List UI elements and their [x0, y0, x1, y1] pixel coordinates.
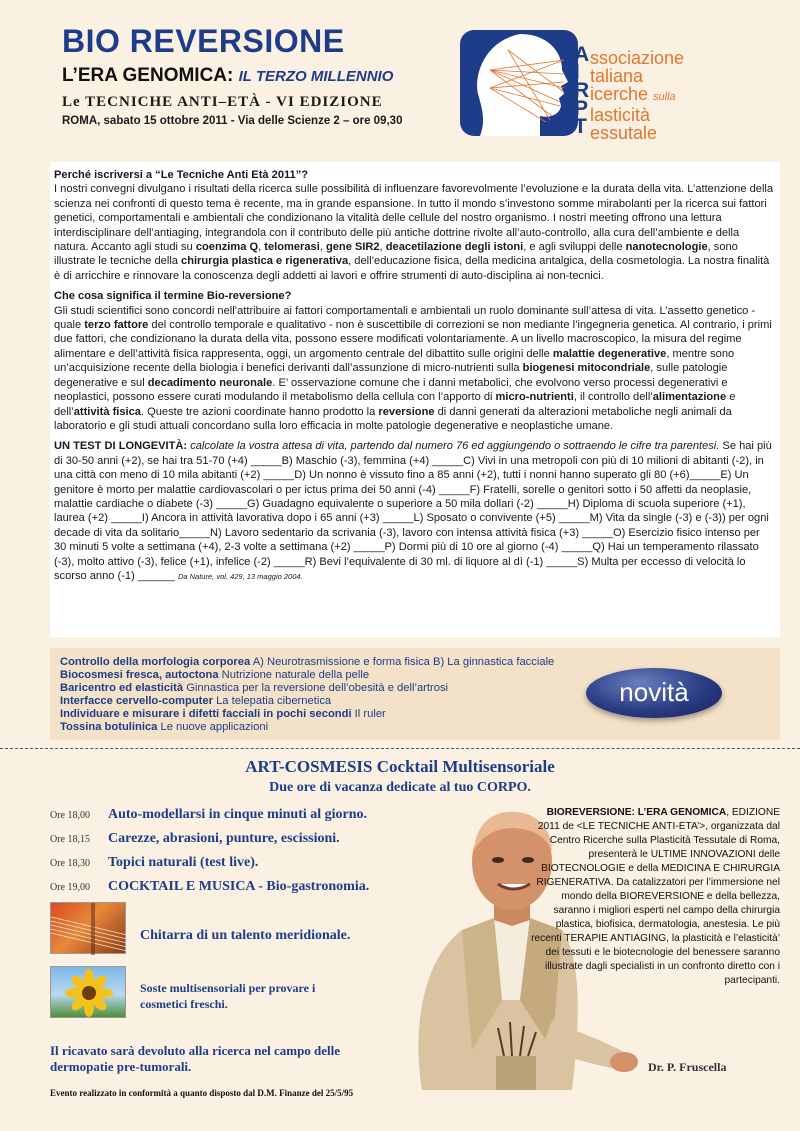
- question-meaning: Che cosa significa il termine Bio-reversione?: [54, 290, 292, 303]
- schedule-row: Ore 18,15 Carezze, abrasioni, punture, escissioni.: [50, 831, 340, 846]
- section-why: Perché iscriversi a “Le Tecniche Anti Età 2011”? I nostri convegni divulgano i risultati della ricerca sulle possibilità di influenzare favorevolmente l’evoluzione e la durata della vita. L’attenzione della scienza nei confronti di questo tema è recente, ma in grande espansione. In tutto il mondo s’investono somme mirabolanti per la ricerca sui fattori genetici, comportamentali e ambientali che condizionano la vitalità delle cellule del nostro organismo. I nostri meeting offrono una lettura interdisciplinare dell’antiaging, integrandola con il contributo delle più antiche dottrine rivolte all’auto-controllo, alla cura dell’ambiente e della natura. Accanto agli studi su coenzima Q, telomerasi, gene SIR2, deacetilazione degli istoni, e agli sviluppi delle nanotecnologie, sono illustrate le tecniche della chirurgia plastica e rigenerativa, dell’educazione fisica, della medicina antalgica, della cosmetologia. La nostra finalità è di arricchire e rinnovare la conoscenza degli addetti ai lavori e offrire strumenti di auto-disciplina ai non-tecnici.: [54, 169, 774, 282]
- edition-line: Le TECNICHE ANTI–ETÀ - VI EDIZIONE: [62, 94, 383, 110]
- legal-note: Evento realizzato in conformità a quanto disposto dal D.M. Finanze del 25/5/95: [50, 1088, 354, 1098]
- novita-badge: novità: [586, 668, 722, 718]
- dashed-divider: [0, 748, 800, 749]
- section-meaning: Che cosa significa il termine Bio-reversione? Gli studi scientifici sono concordi nell’attribuire ai fattori comportamentali e ambientali un ruolo dominante sull’attesa di vita. L’assetto genetico - quale terzo fattore del controllo temporale e qualitativo - non è suscettibile di correzioni se non mediante l’ingegneria genetica. Al contrario, i primi due fattori, che condizionano la durata della vita, possono essere modificati volontariamente. A un livello macroscopico, la misura del regime alimentare e dell’attività fisica rappresenta, oggi, un argomento centrale del dibattito sulle origini delle malattie degenerative, mentre sono un’acquisizione recente della biologia i benefici derivanti dall’assunzione di micro-nutrienti sulla biogenesi mitocondriale, sulle patologie degenerative e sul decadimento neuronale. E’ osservazione comune che i danni metabolici, che evolvono verso processi degenerativi e neoplastici, possono essere curati modulando il metabolismo della cellula con l’apporto di micro-nutrienti, il controllo dell’alimentazione e dell’attività fisica. Queste tre azioni coordinate hanno prodotto la reversione di danni generati da alterazioni metaboliche negli animali da laboratorio e gli studi attuali concordano sulla loro efficacia in molte patologie degenerative e neoplastiche umane.: [54, 290, 772, 432]
- airpt-logo: [460, 30, 790, 142]
- longevity-test-title: UN TEST DI LONGEVITÀ:: [54, 440, 188, 453]
- guitar-photo: [50, 902, 126, 954]
- feature-item: Interfacce cervello-computer La telepatia cibernetica: [60, 695, 332, 707]
- source-citation: Da Nature, vol. 429, 13 maggio 2004.: [177, 571, 303, 581]
- event-description: BIOREVERSIONE: L’ERA GENOMICA, EDIZIONE 2011 de <LE TECNICHE ANTI-ETA’>, organizzata dal Centro Ricerche sulla Plasticità Tessutale di Roma, presenterà le ULTIME INNOVAZIONI delle BIOTECNOLOGIE e della MEDICINA E CHIRURGIA RIGENERATIVA. Da catalizzatori per l’immersione nel mondo della BIOREVERSIONE e della bellezza, saranno i migliori esperti nel campo della chirurgia plastica, biofisica, dermatologia, anestesia. Le più recenti TERAPIE ANTIAGING, la plasticità e l’elasticità’ dei tessuti e le biotecnologie del benessere saranno illustrate dagli specialisti in un confronto diretto con i partecipanti.: [531, 807, 780, 986]
- feature-item: Tossina botulinica Le nuove applicazioni: [60, 721, 269, 733]
- question-why: Perché iscriversi a “Le Tecniche Anti Età 2011”?: [54, 169, 309, 181]
- date-location: ROMA, sabato 15 ottobre 2011 - Via delle Scienze 2 – ore 09,30: [62, 115, 403, 127]
- feature-item: Baricentro ed elasticità Ginnastica per la reversione dell’obesità e dell’artrosi: [60, 682, 449, 694]
- logo-letters: A I R P T: [574, 43, 590, 138]
- sunflower-icon: [51, 967, 127, 1019]
- section-longevity-test: UN TEST DI LONGEVITÀ: calcolate la vostra attesa di vita, partendo dal numero 76 ed aggiungendo o sottraendo le cifre tra parentesi. Se hai più di 30-50 anni (+2), se hai tra 51-70 (+4) _____B) Maschio (-3), femmina (+4) _____C) Vivi in una metropoli con più di 10 milioni di abitanti (-2), in una città con meno di 10 mila abitanti (+2) _____D) Un nonno è vissuto fino a 85 anni (+2), tutti i nonni hanno superato gli 80 (+6)_____E) Un genitore è morto per malattie cardiovascolari o per ictus prima dei 50 anni (-4) _____F) Fratelli, sorelle o genitori sotto i 50 affetti da neoplasie, malattie cardiache o diabete (-3) _____G) Guadagno equivalente o superiore a 50 mila dollari (-2) _____H) Diploma di scuola superiore (+1), laurea (+2) _____I) Ancora in attività lavorativa dopo i 65 anni (+3) _____L) Sposato o convivente (+5) _____M) Vita da single (-3) e (-3)) per ogni decade di vita da solitario_____N) Lavoro sedentario da scrivania (-3), lavoro con intensa attività fisica (+3) _____O) Esercizio fisico intenso per 30 minuti 5 volte a settimana (+4), 2-3 volte a settimana (+2) _____P) Dormi più di 10 ore al giorno (-4) _____Q) Hai un temperamento rilassato (-3), molto attivo (-3), felice (+1), infelice (-2) _____R) Bevi l’equivalente di 30 ml. di liquore al dì (-1) _____S) Multa per eccesso di velocità lo scorso anno (-1) ______ Da Nature, vol. 429, 13 maggio 2004.: [54, 440, 772, 582]
- feature-item: Individuare e misurare i difetti facciali in pochi secondi Il ruler: [60, 708, 386, 720]
- doctor-name: Dr. P. Fruscella: [648, 1060, 727, 1074]
- page-title: BIO REVERSIONE: [62, 23, 345, 59]
- sunflower-photo: [50, 966, 126, 1018]
- schedule-row: Ore 18,00 Auto-modellarsi in cinque minuti al giorno.: [50, 807, 368, 822]
- schedule-row: Ore 18,30 Topici naturali (test live).: [50, 855, 259, 870]
- art-cosmesis-title: ART-COSMESIS Cocktail Multisensoriale: [245, 757, 555, 776]
- subtitle-italic: IL TERZO MILLENNIO: [238, 68, 394, 85]
- header: [62, 22, 462, 127]
- guitar-caption: Chitarra di un talento meridionale.: [140, 928, 351, 943]
- art-cosmesis-subtitle: Due ore di vacanza dedicate al tuo CORPO.: [269, 780, 531, 795]
- sunflower-caption: Soste multisensoriali per provare i cosmetici freschi.: [140, 981, 316, 1011]
- feature-item: Controllo della morfologia corporea A) Neurotrasmissione e forma fisica B) La ginnastica facciale: [60, 656, 555, 668]
- main-text-box: [50, 162, 780, 637]
- proceeds-note: Il ricavato sarà devoluto alla ricerca nel campo delle dermopatie pre-tumorali.: [50, 1043, 341, 1074]
- face-profile-icon: [460, 30, 578, 136]
- schedule: [50, 805, 369, 901]
- guitar-strings-icon: [51, 903, 127, 955]
- subtitle-main: L’ERA GENOMICA:: [62, 65, 234, 86]
- feature-item: Biocosmesi fresca, autoctona Nutrizione naturale della pelle: [60, 669, 370, 681]
- subtitle: [62, 64, 462, 89]
- schedule-row: Ore 19,00 COCKTAIL E MUSICA - Bio-gastronomia.: [50, 879, 370, 894]
- logo-words: ssociazione taliana icerche sulla lasticità essutale: [590, 48, 685, 143]
